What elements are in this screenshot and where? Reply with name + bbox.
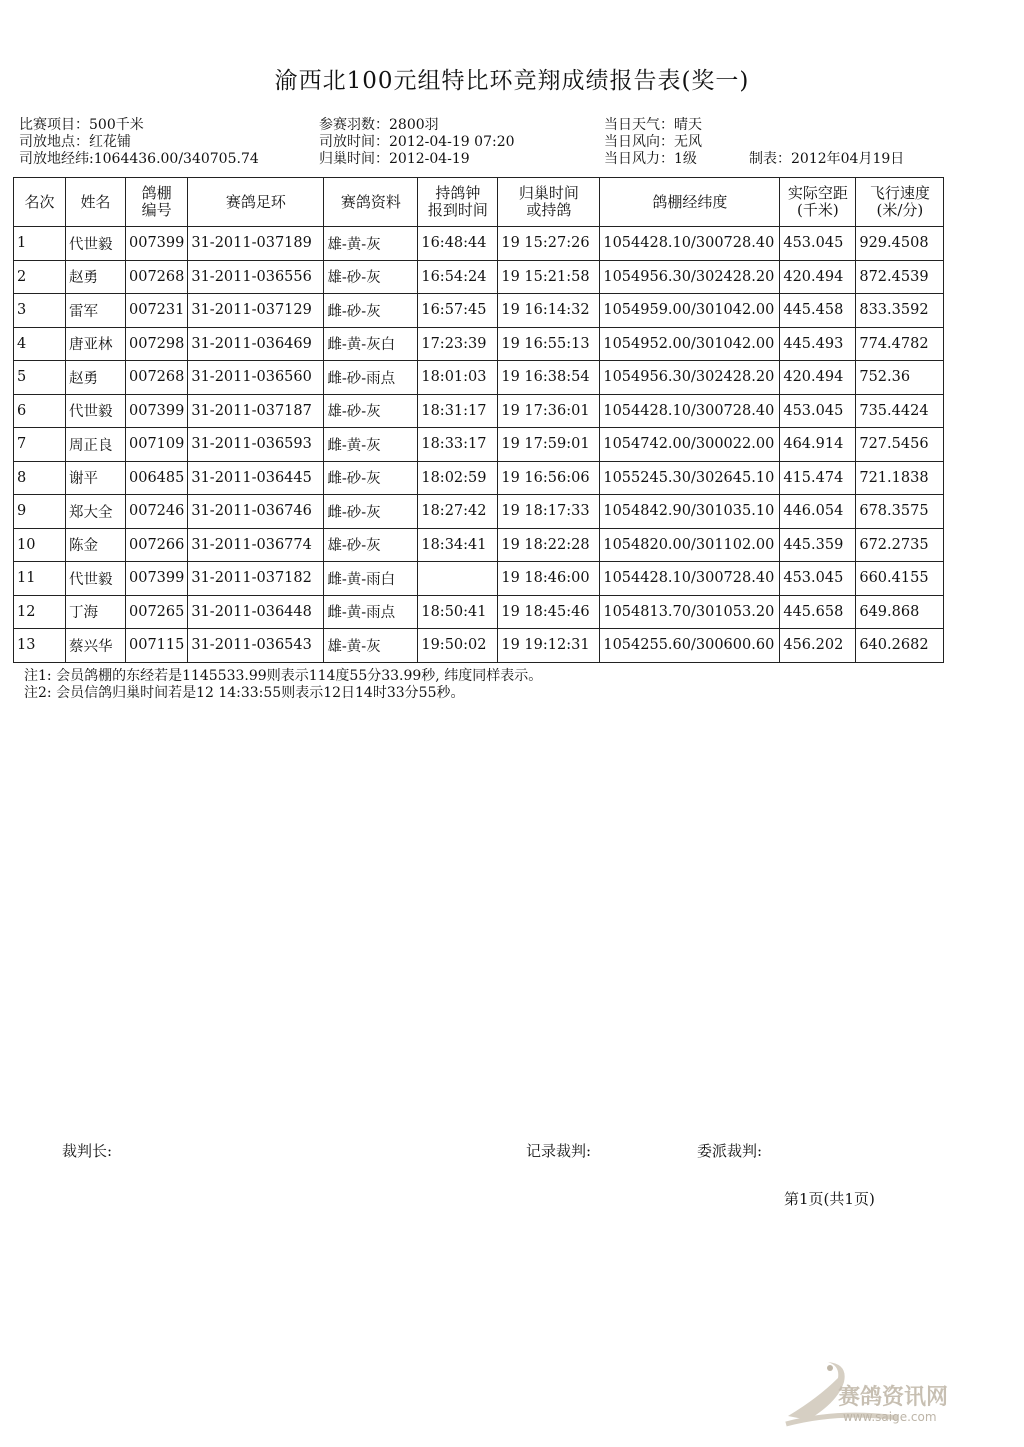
table-cell: 1054428.10/300728.40 [600, 227, 780, 261]
table-cell: 007399 [126, 562, 188, 596]
table-cell: 007266 [126, 528, 188, 562]
table-cell: 赵勇 [66, 361, 126, 395]
table-cell: 18:50:41 [418, 595, 498, 629]
table-cell: 1055245.30/302645.10 [600, 461, 780, 495]
table-cell: 雌-砂-雨点 [324, 361, 418, 395]
table-cell: 721.1838 [856, 461, 944, 495]
column-header: 赛鸽资料 [324, 178, 418, 227]
table-cell: 1054952.00/301042.00 [600, 327, 780, 361]
info-wind-dir: 当日风向：无风 [604, 134, 702, 150]
table-cell: 007246 [126, 495, 188, 529]
table-cell: 445.458 [780, 294, 856, 328]
column-header: 赛鸽足环 [188, 178, 324, 227]
table-cell: 31-2011-036560 [188, 361, 324, 395]
table-cell: 雄-砂-灰 [324, 528, 418, 562]
table-cell: 雌-黄-雨白 [324, 562, 418, 596]
table-cell: 007115 [126, 629, 188, 663]
table-cell: 2 [14, 260, 66, 294]
info-count: 参赛羽数：2800羽 [319, 117, 439, 133]
column-header: 姓名 [66, 178, 126, 227]
table-row [14, 528, 944, 562]
table-cell: 640.2682 [856, 629, 944, 663]
table-row [14, 227, 944, 261]
table-cell: 郑大全 [66, 495, 126, 529]
table-cell: 1054956.30/302428.20 [600, 260, 780, 294]
column-header: 名次 [14, 178, 66, 227]
table-cell: 12 [14, 595, 66, 629]
table-cell: 18:02:59 [418, 461, 498, 495]
table-row [14, 629, 944, 663]
note-1: 注1: 会员鸽棚的东经若是1145533.99则表示114度55分33.99秒, 纬度同样表示。 [24, 668, 543, 684]
column-header: 归巢时间 或持鸽 [498, 178, 600, 227]
table-cell: 31-2011-037187 [188, 394, 324, 428]
table-cell: 19 17:36:01 [498, 394, 600, 428]
table-cell: 雄-砂-灰 [324, 260, 418, 294]
table-cell: 464.914 [780, 428, 856, 462]
table-cell: 10 [14, 528, 66, 562]
table-cell: 833.3592 [856, 294, 944, 328]
table-cell: 31-2011-036543 [188, 629, 324, 663]
table-cell: 31-2011-037129 [188, 294, 324, 328]
table-cell: 雌-黄-灰白 [324, 327, 418, 361]
table-cell: 31-2011-036593 [188, 428, 324, 462]
table-row [14, 495, 944, 529]
table-cell: 678.3575 [856, 495, 944, 529]
table-cell: 929.4508 [856, 227, 944, 261]
table-row [14, 294, 944, 328]
table-cell: 9 [14, 495, 66, 529]
note-2: 注2: 会员信鸽归巢时间若是12 14:33:55则表示12日14时33分55秒。 [24, 685, 465, 701]
table-body [14, 227, 944, 663]
table-cell: 31-2011-037189 [188, 227, 324, 261]
table-cell: 31-2011-036469 [188, 327, 324, 361]
table-cell: 31-2011-036445 [188, 461, 324, 495]
table-cell: 19 19:12:31 [498, 629, 600, 663]
table-row [14, 461, 944, 495]
table-cell: 31-2011-037182 [188, 562, 324, 596]
table-cell: 19 16:55:13 [498, 327, 600, 361]
table-cell: 456.202 [780, 629, 856, 663]
table-cell: 雌-黄-雨点 [324, 595, 418, 629]
info-release-time: 司放时间：2012-04-19 07:20 [319, 134, 515, 150]
info-made-date: 制表：2012年04月19日 [749, 151, 905, 167]
table-cell: 16:57:45 [418, 294, 498, 328]
table-cell: 雌-黄-灰 [324, 428, 418, 462]
column-header: 实际空距 (千米) [780, 178, 856, 227]
table-row [14, 595, 944, 629]
table-cell: 1054959.00/301042.00 [600, 294, 780, 328]
table-cell: 周正良 [66, 428, 126, 462]
table-cell: 453.045 [780, 227, 856, 261]
table-cell: 1054255.60/300600.60 [600, 629, 780, 663]
table-cell: 18:34:41 [418, 528, 498, 562]
table-cell: 雌-砂-灰 [324, 461, 418, 495]
notes [24, 668, 542, 702]
table-cell: 872.4539 [856, 260, 944, 294]
table-cell: 蔡兴华 [66, 629, 126, 663]
table-cell: 雄-砂-灰 [324, 394, 418, 428]
chief-judge-label: 裁判长: [62, 1142, 113, 1160]
table-cell: 19 18:17:33 [498, 495, 600, 529]
column-header: 鸽棚 编号 [126, 178, 188, 227]
table-cell: 18:01:03 [418, 361, 498, 395]
table-cell: 16:48:44 [418, 227, 498, 261]
table-cell: 8 [14, 461, 66, 495]
table-cell: 007268 [126, 260, 188, 294]
table-cell: 19 16:14:32 [498, 294, 600, 328]
table-cell: 660.4155 [856, 562, 944, 596]
table-cell: 代世毅 [66, 227, 126, 261]
table-cell: 雄-黄-灰 [324, 227, 418, 261]
table-cell: 1054428.10/300728.40 [600, 394, 780, 428]
table-cell: 赵勇 [66, 260, 126, 294]
table-cell: 雄-黄-灰 [324, 629, 418, 663]
table-cell: 007298 [126, 327, 188, 361]
column-header: 飞行速度 (米/分) [856, 178, 944, 227]
table-cell: 19 15:27:26 [498, 227, 600, 261]
table-cell: 3 [14, 294, 66, 328]
table-cell: 007399 [126, 227, 188, 261]
table-cell: 1054813.70/301053.20 [600, 595, 780, 629]
recorder-judge-label: 记录裁判: [526, 1142, 592, 1160]
table-cell: 420.494 [780, 361, 856, 395]
table-cell: 1054428.10/300728.40 [600, 562, 780, 596]
table-cell: 19 18:22:28 [498, 528, 600, 562]
table-cell: 446.054 [780, 495, 856, 529]
table-cell: 007231 [126, 294, 188, 328]
table-cell: 18:31:17 [418, 394, 498, 428]
table-cell [418, 562, 498, 596]
table-cell: 774.4782 [856, 327, 944, 361]
info-weather: 当日天气：晴天 [604, 117, 702, 133]
table-cell: 6 [14, 394, 66, 428]
table-cell: 19 17:59:01 [498, 428, 600, 462]
table-cell: 19 16:38:54 [498, 361, 600, 395]
table-cell: 1054956.30/302428.20 [600, 361, 780, 395]
info-release-place: 司放地点：红花铺 [19, 134, 131, 150]
results-table [13, 177, 944, 663]
appointed-judge-label: 委派裁判: [697, 1142, 763, 1160]
table-cell: 17:23:39 [418, 327, 498, 361]
info-release-coords: 司放地经纬:1064436.00/340705.74 [19, 151, 259, 167]
table-cell: 代世毅 [66, 562, 126, 596]
table-cell: 007268 [126, 361, 188, 395]
info-block [19, 117, 1009, 168]
table-cell: 16:54:24 [418, 260, 498, 294]
page-title: 渝西北100元组特比环竞翔成绩报告表(奖一) [274, 68, 750, 94]
table-cell: 1054820.00/301102.00 [600, 528, 780, 562]
table-cell: 31-2011-036448 [188, 595, 324, 629]
info-wind-force: 当日风力：1级 [604, 151, 697, 167]
table-cell: 649.868 [856, 595, 944, 629]
table-header-row [14, 178, 944, 227]
table-cell: 007109 [126, 428, 188, 462]
table-cell: 007399 [126, 394, 188, 428]
table-cell: 1 [14, 227, 66, 261]
table-cell: 代世毅 [66, 394, 126, 428]
table-cell: 19 18:45:46 [498, 595, 600, 629]
watermark-url: www.saige.com [843, 1410, 937, 1424]
table-cell: 13 [14, 629, 66, 663]
table-cell: 18:27:42 [418, 495, 498, 529]
watermark-text: 赛鸽资讯网 [838, 1385, 949, 1410]
table-cell: 7 [14, 428, 66, 462]
table-cell: 1054742.00/300022.00 [600, 428, 780, 462]
table-cell: 453.045 [780, 394, 856, 428]
info-return-time: 归巢时间：2012-04-19 [319, 151, 470, 167]
table-cell: 415.474 [780, 461, 856, 495]
table-row [14, 428, 944, 462]
table-row [14, 562, 944, 596]
table-cell: 唐亚林 [66, 327, 126, 361]
table-cell: 19 18:46:00 [498, 562, 600, 596]
table-cell: 445.359 [780, 528, 856, 562]
table-cell: 735.4424 [856, 394, 944, 428]
table-cell: 445.658 [780, 595, 856, 629]
page-number: 第1页(共1页) [784, 1190, 875, 1208]
table-cell: 445.493 [780, 327, 856, 361]
table-cell: 752.36 [856, 361, 944, 395]
table-cell: 陈金 [66, 528, 126, 562]
table-row [14, 327, 944, 361]
table-cell: 丁海 [66, 595, 126, 629]
table-cell: 18:33:17 [418, 428, 498, 462]
table-cell: 5 [14, 361, 66, 395]
table-row [14, 394, 944, 428]
table-cell: 453.045 [780, 562, 856, 596]
table-cell: 007265 [126, 595, 188, 629]
table-cell: 31-2011-036746 [188, 495, 324, 529]
table-cell: 31-2011-036774 [188, 528, 324, 562]
column-header: 鸽棚经纬度 [600, 178, 780, 227]
table-cell: 31-2011-036556 [188, 260, 324, 294]
table-cell: 006485 [126, 461, 188, 495]
table-cell: 4 [14, 327, 66, 361]
table-row [14, 260, 944, 294]
table-cell: 672.2735 [856, 528, 944, 562]
table-cell: 19:50:02 [418, 629, 498, 663]
column-header: 持鸽钟 报到时间 [418, 178, 498, 227]
table-cell: 雌-砂-灰 [324, 294, 418, 328]
table-cell: 11 [14, 562, 66, 596]
table-cell: 雷军 [66, 294, 126, 328]
table-cell: 1054842.90/301035.10 [600, 495, 780, 529]
info-event: 比赛项目：500千米 [19, 117, 144, 133]
table-cell: 727.5456 [856, 428, 944, 462]
table-cell: 19 15:21:58 [498, 260, 600, 294]
table-row [14, 361, 944, 395]
table-cell: 420.494 [780, 260, 856, 294]
table-cell: 19 16:56:06 [498, 461, 600, 495]
table-cell: 谢平 [66, 461, 126, 495]
table-cell: 雌-砂-灰 [324, 495, 418, 529]
